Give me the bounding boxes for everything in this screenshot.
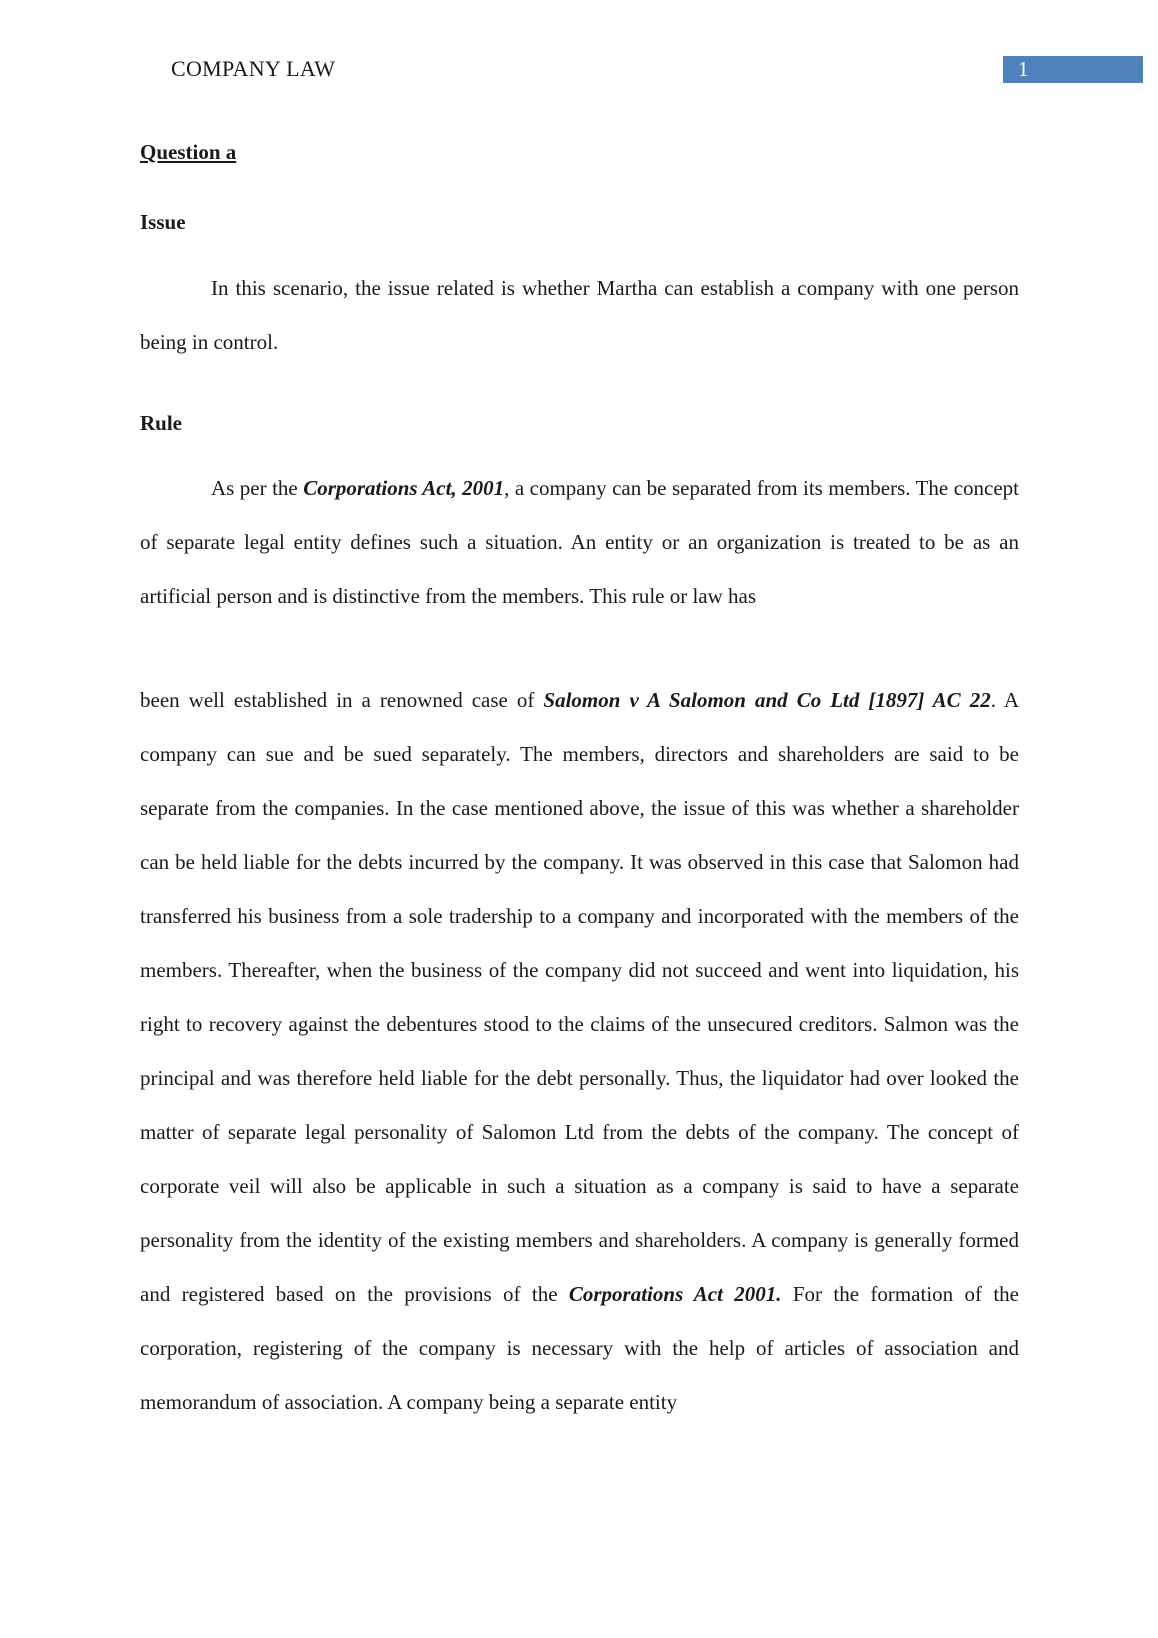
rule-p1-before: As per the [211,476,304,500]
rule-paragraph-1 [140,461,1019,623]
rule-p1-after: , a company can be separated from its members. The concept of separate legal entity defines such a situation. An entity or an organization is treated to be as an artificial person and is distinctive from the members. This rule or law has [140,476,1020,608]
rule-p2-before: been well established in a renowned case of [140,688,544,712]
act-reference-2: Corporations Act 2001. [568,1282,782,1306]
rule-paragraph-2 [140,673,1019,1429]
page-number-box [1003,56,1143,83]
issue-heading: Issue [140,210,186,234]
rule-p2-middle: . A company can sue and be sued separately. The members, directors and shareholders are said to be separate from the companies. In the case mentioned above, the issue of this was whether a shareholder can be held liable for the debts incurred by the company. It was observed in this case that Salomon had transferred his business from a sole tradership to a company and incorporated with the members of the members. Thereafter, when the business of the company did not succeed and went into liquidation, his right to recovery against the debentures stood to the claims of the unsecured creditors. Salmon was the principal and was therefore held liable for the debt personally. Thus, the liquidator had over looked the matter of separate legal personality of Salomon Ltd from the debts of the company. The concept of corporate veil will also be applicable in such a situation as a company is said to have a separate personality from the identity of the existing members and shareholders. A company is generally formed and registered based on the provisions of the [140,688,1019,1306]
question-heading: Question a [140,140,237,164]
case-reference: Salomon v A Salomon and Co Ltd [1897] AC 22 [543,688,991,712]
issue-paragraph [140,261,1019,369]
rule-p2-after: For the formation of the corporation, registering of the company is necessary with the help of articles of association and memorandum of association. A company being a separate entity [140,1282,1019,1414]
act-reference: Corporations Act, 2001 [303,476,505,500]
issue-text: In this scenario, the issue related is whether Martha can establish a company with one person being in control. [140,276,1019,354]
running-header-title: COMPANY LAW [171,56,336,81]
page-number: 1 [1018,57,1029,81]
rule-heading: Rule [140,411,182,435]
